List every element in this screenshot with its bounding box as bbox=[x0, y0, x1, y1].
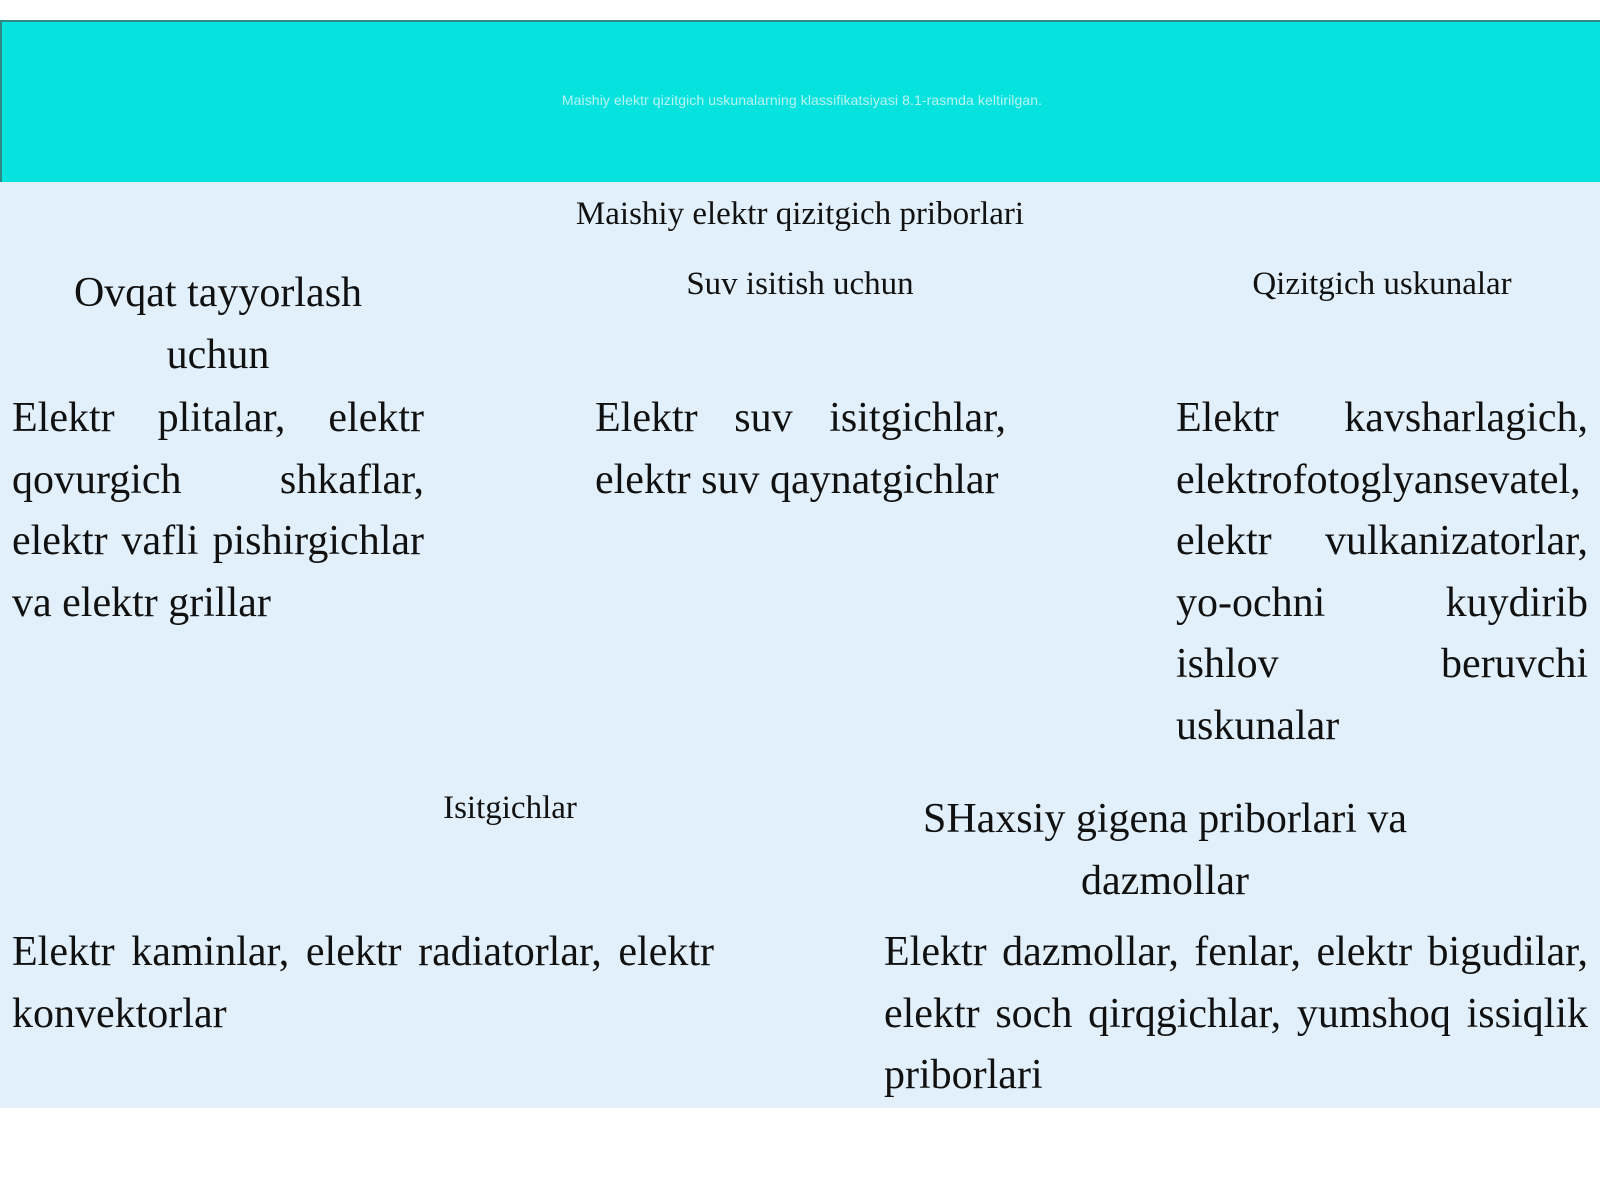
category-title-cooking: Ovqat tayyorlash uchun bbox=[73, 270, 363, 378]
category-title-heating-devices: Qizitgich uskunalar bbox=[1252, 266, 1512, 302]
category-text-hygiene: Elektr dazmollar, fenlar, elektr bigudilar, elektr soch qirqgichlar, yumshoq issiqlik priborlari bbox=[884, 929, 1588, 1098]
banner-caption: Maishiy elektr qizitgich uskunalarning klassifikatsiyasi 8.1-rasmda keltirilgan. bbox=[561, 92, 1043, 108]
category-text-heating-devices: Elektr kavsharlagich, elektrofotoglyansevatel, elektr vulkanizatorlar, yo-ochni kuydirib ishlov beruvchi uskunalar bbox=[1176, 395, 1588, 749]
category-text-cooking: Elektr plitalar, elektr qovurgich shkaflar, elektr vafli pishirgichlar va elektr grillar bbox=[12, 395, 424, 626]
category-text-water: Elektr suv isitgichlar, elektr suv qaynatgichlar bbox=[595, 395, 1006, 503]
title-banner bbox=[0, 20, 1600, 182]
main-title: Maishiy elektr qizitgich priborlari bbox=[575, 196, 1025, 232]
category-title-water: Suv isitish uchun bbox=[686, 266, 914, 302]
category-text-heaters: Elektr kaminlar, elektr radiatorlar, elektr konvektorlar bbox=[12, 929, 714, 1037]
category-title-heaters: Isitgichlar bbox=[443, 790, 577, 826]
category-title-hygiene: SHaxsiy gigena priborlari va dazmollar bbox=[922, 796, 1408, 904]
